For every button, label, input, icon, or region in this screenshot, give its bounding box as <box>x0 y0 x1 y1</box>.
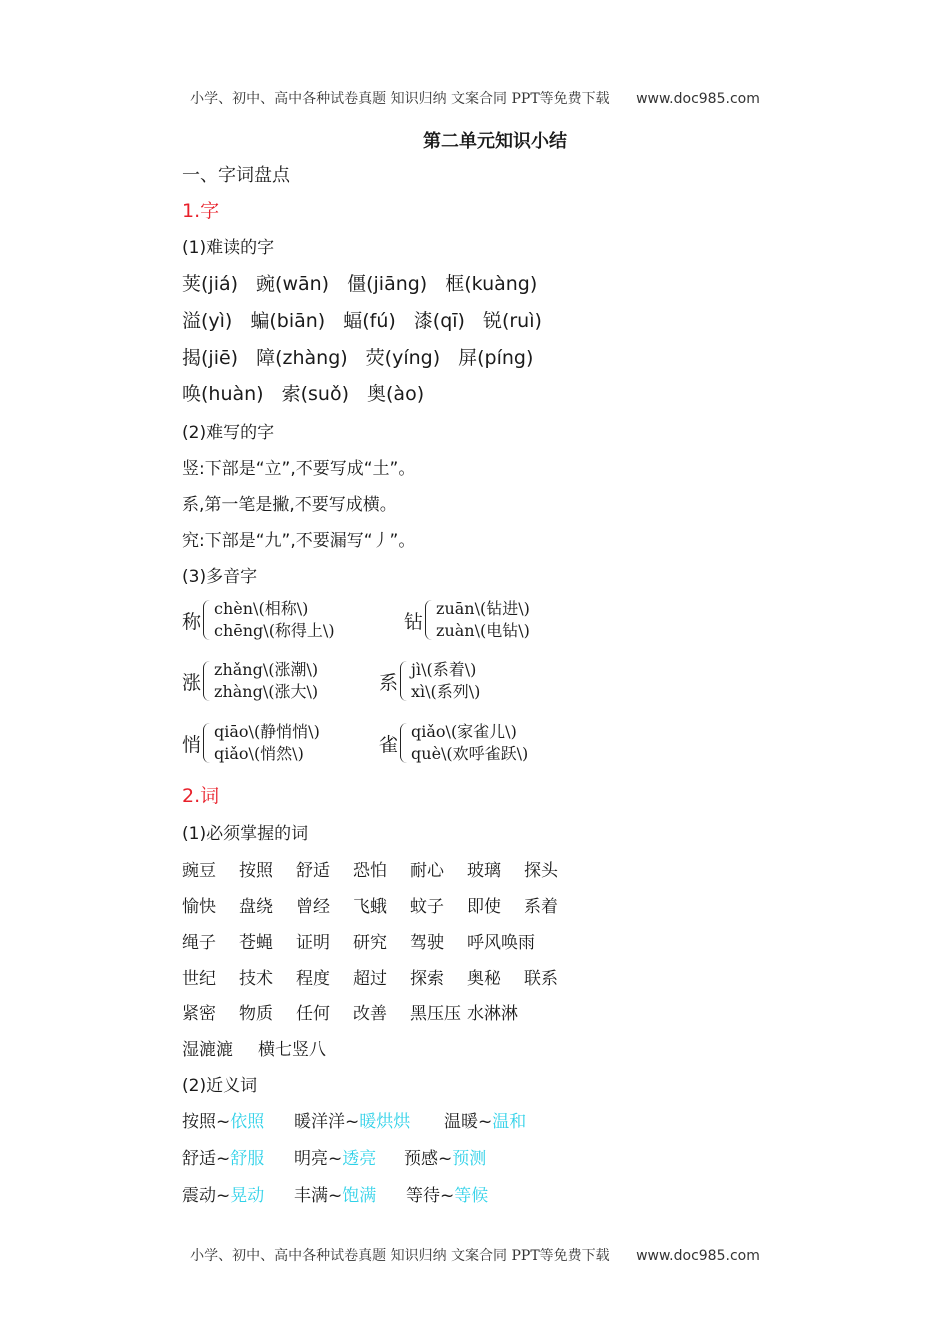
part-heading-words: 2.词 <box>182 785 220 807</box>
subheading-hard-to-read: (1)难读的字 <box>182 238 275 258</box>
subheading-polyphones: (3)多音字 <box>182 567 258 587</box>
header-text: 小学、初中、高中各种试卷真题 知识归纳 文案合同 PPT等免费下载 <box>190 91 610 107</box>
word-row: 湿漉漉 横七竖八 <box>182 1040 326 1060</box>
polyphone-char: 系 <box>379 671 399 694</box>
synonym-row <box>182 1144 486 1169</box>
reading: qiǎo\(悄然\) <box>214 744 304 763</box>
section-heading: 一、字词盘点 <box>182 165 290 186</box>
synonym-pair: 暖洋洋~暖烘烘 <box>294 1112 411 1132</box>
reading: zuàn\(电钻\) <box>436 621 530 640</box>
brace <box>425 600 432 640</box>
synonym-pair: 丰满~饱满 <box>294 1186 377 1206</box>
hard-write-note: 竖:下部是“立”,不要写成“土”。 <box>182 459 416 479</box>
footer-site[interactable]: www.doc985.com <box>636 1248 760 1264</box>
hard-read-row: 溢(yì) 蝙(biān) 蝠(fú) 漆(qī) 锐(ruì) <box>182 310 542 332</box>
reading: qiǎo\(家雀儿\) <box>411 722 517 741</box>
reading: què\(欢呼雀跃\) <box>411 744 529 763</box>
subheading-synonyms: (2)近义词 <box>182 1076 258 1096</box>
synonym-row <box>182 1181 488 1206</box>
polyphone-block <box>182 598 335 642</box>
polyphone-char: 雀 <box>379 733 399 756</box>
header-site[interactable]: www.doc985.com <box>636 91 760 107</box>
hard-write-note: 究:下部是“九”,不要漏写“丿”。 <box>182 531 416 551</box>
page-title: 第二单元知识小结 <box>423 131 567 152</box>
synonym-pair: 温暖~温和 <box>444 1112 527 1132</box>
page-header <box>0 88 950 108</box>
synonym-pair: 明亮~透亮 <box>294 1149 377 1169</box>
synonym-pair: 等待~等候 <box>406 1186 489 1206</box>
brace <box>203 723 210 763</box>
word-row: 豌豆 按照 舒适 恐怕 耐心 玻璃 探头 <box>182 861 558 881</box>
brace <box>203 600 210 640</box>
brace <box>400 661 407 701</box>
reading: chēng\(称得上\) <box>214 621 335 640</box>
synonym-pair: 震动~晃动 <box>182 1186 265 1206</box>
part-heading-characters: 1.字 <box>182 200 220 222</box>
polyphone-char: 称 <box>182 610 202 633</box>
polyphone-block <box>379 659 480 703</box>
reading: zuān\(钻进\) <box>436 599 530 618</box>
polyphone-char: 涨 <box>182 671 202 694</box>
polyphone-block <box>182 659 318 703</box>
word-row: 绳子 苍蝇 证明 研究 驾驶 呼风唤雨 <box>182 933 535 953</box>
reading: zhǎng\(涨潮\) <box>214 660 319 679</box>
page-footer <box>0 1245 950 1265</box>
brace <box>400 723 407 763</box>
hard-read-row: 荚(jiá) 豌(wān) 僵(jiāng) 框(kuàng) <box>182 273 538 295</box>
hard-write-note: 系,第一笔是撇,不要写成横。 <box>182 495 397 515</box>
polyphone-char: 悄 <box>182 733 202 756</box>
reading: qiāo\(静悄悄\) <box>214 722 320 741</box>
footer-text: 小学、初中、高中各种试卷真题 知识归纳 文案合同 PPT等免费下载 <box>190 1248 610 1264</box>
polyphone-char: 钻 <box>404 610 424 633</box>
reading: jì\(系着\) <box>411 660 477 679</box>
hard-read-row: 唤(huàn) 索(suǒ) 奥(ào) <box>182 383 425 405</box>
subheading-required-words: (1)必须掌握的词 <box>182 824 309 844</box>
reading: chèn\(相称\) <box>214 599 309 618</box>
word-row: 愉快 盘绕 曾经 飞蛾 蚊子 即使 系着 <box>182 897 558 917</box>
synonym-pair: 舒适~舒服 <box>182 1149 265 1169</box>
reading: zhàng\(涨大\) <box>214 682 319 701</box>
reading: xì\(系列\) <box>411 682 481 701</box>
brace <box>203 661 210 701</box>
word-row: 世纪 技术 程度 超过 探索 奥秘 联系 <box>182 969 558 989</box>
polyphone-block <box>404 598 530 642</box>
polyphone-block <box>182 721 320 765</box>
synonym-pair: 按照~依照 <box>182 1112 265 1132</box>
subheading-hard-to-write: (2)难写的字 <box>182 423 275 443</box>
hard-read-row: 揭(jiē) 障(zhàng) 荧(yíng) 屏(píng) <box>182 347 534 369</box>
polyphone-block <box>379 721 528 765</box>
word-row: 紧密 物质 任何 改善 黑压压 水淋淋 <box>182 1004 518 1024</box>
synonym-pair: 预感~预测 <box>404 1149 487 1169</box>
synonym-row <box>182 1107 526 1132</box>
